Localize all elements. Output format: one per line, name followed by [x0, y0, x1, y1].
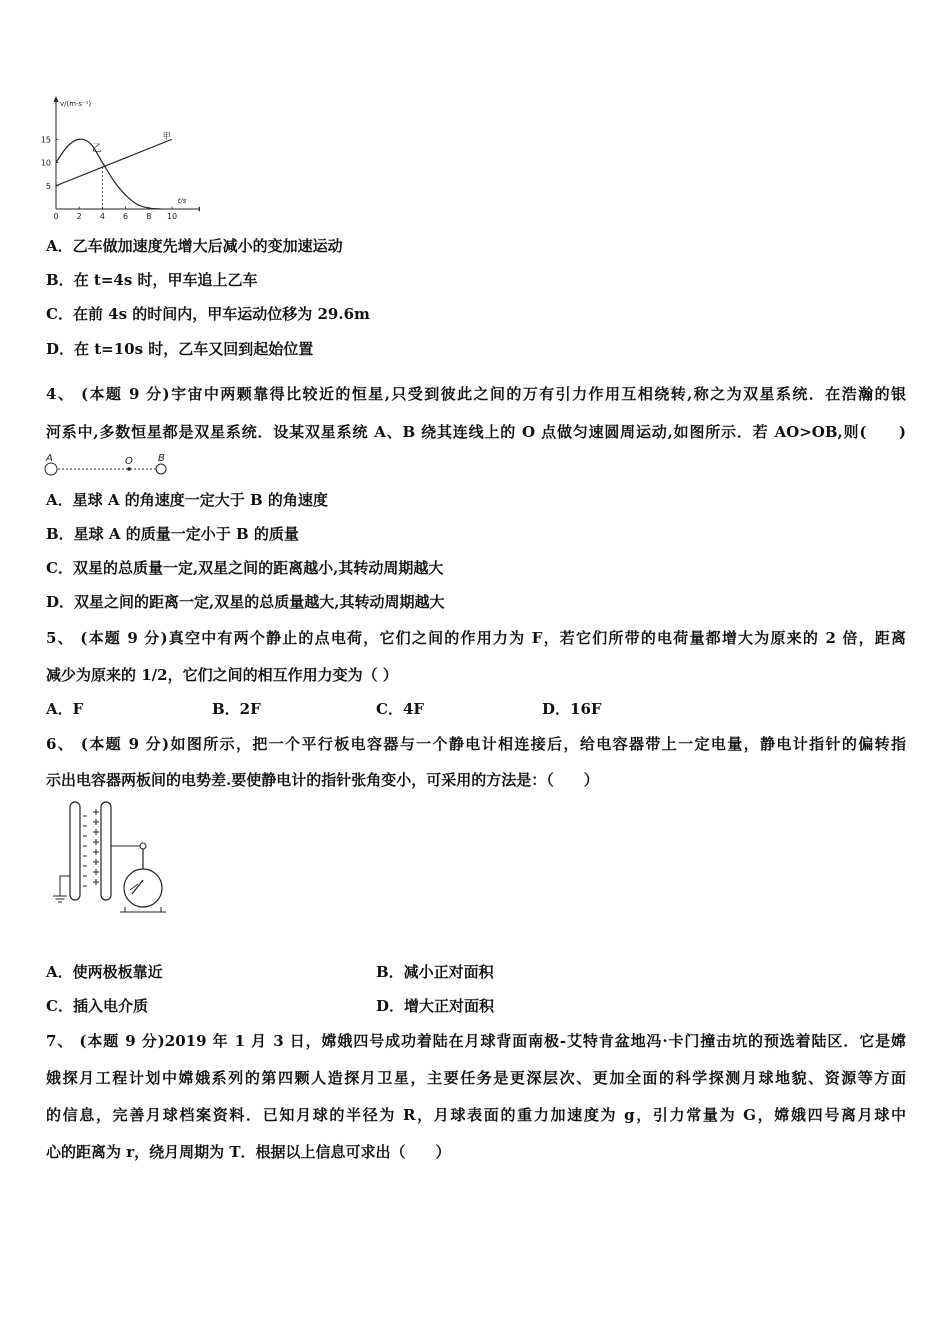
- velocity-time-chart: [40, 92, 200, 222]
- q7-stem-line-4: 心的距离为 r，绕月周期为 T．根据以上信息可求出（ ）: [46, 1143, 451, 1161]
- x-axis-arrow: [199, 207, 200, 212]
- x-tick-label: 2: [76, 212, 82, 221]
- q4-stem-line-1: 4、 (本题 9 分)宇宙中两颗靠得比较近的恒星,只受到彼此之间的万有引力作用互相绕转,称之为双星系统．在浩瀚的银: [46, 385, 906, 403]
- q6-option-c: C．插入电介质: [46, 997, 148, 1015]
- y-tick-label: 15: [40, 135, 51, 145]
- q7-stem-line-2: 娥探月工程计划中嫦娥系列的第四颗人造探月卫星，主要任务是更深层次、更加全面的科学探测月球地貌、资源等方面: [46, 1069, 906, 1087]
- series-label-yi: 乙: [91, 143, 102, 155]
- q6-stem-line-1: 6、 (本题 9 分)如图所示，把一个平行板电容器与一个静电计相连接后，给电容器带上一定电量，静电计指针的偏转指: [46, 735, 906, 753]
- left-plate: [70, 802, 80, 900]
- q3-option-a: A．乙车做加速度先增大后减小的变加速运动: [46, 237, 343, 255]
- center-o: [127, 467, 131, 471]
- positive-charges: [93, 809, 99, 885]
- x-tick-label: 4: [99, 212, 105, 221]
- q6-option-b: B．减小正对面积: [376, 963, 494, 981]
- q5-stem-line-1: 5、 (本题 9 分)真空中有两个静止的点电荷，它们之间的作用力为 F，若它们所带的电荷量都增大为原来的 2 倍，距离: [46, 629, 906, 647]
- q5-option-d: D．16F: [542, 700, 602, 718]
- label-o: O: [125, 456, 133, 467]
- star-a: [45, 463, 57, 475]
- y-tick-label: 5: [45, 181, 51, 191]
- q4-option-a: A．星球 A 的角速度一定大于 B 的角速度: [46, 491, 328, 509]
- series-label-jia: 甲: [162, 131, 171, 141]
- q5-option-b: B．2F: [212, 700, 261, 718]
- label-b: B: [158, 453, 165, 464]
- right-plate: [101, 802, 111, 900]
- binary-star-diagram: [42, 452, 177, 478]
- x-tick-label: 0: [53, 212, 59, 221]
- label-a: A: [46, 453, 53, 464]
- y-axis-label: v/(m·s⁻¹): [60, 100, 92, 108]
- y-axis-arrow: [54, 96, 59, 102]
- q4-option-c: C．双星的总质量一定,双星之间的距离越小,其转动周期越大: [46, 559, 444, 577]
- q4-option-b: B．星球 A 的质量一定小于 B 的质量: [46, 525, 299, 543]
- q5-option-c: C．4F: [376, 700, 425, 718]
- q6-option-a: A．使两极板靠近: [46, 963, 163, 981]
- q6-stem-line-2: 示出电容器两板间的电势差.要使静电计的指针张角变小，可采用的方法是：（ ）: [46, 771, 599, 789]
- q6-option-d: D．增大正对面积: [376, 997, 495, 1015]
- q7-stem-line-3: 的信息，完善月球档案资料．已知月球的半径为 R，月球表面的重力加速度为 g，引力常量为 G，嫦娥四号离月球中: [46, 1106, 906, 1124]
- q5-stem-line-2: 减少为原来的 1/2，它们之间的相互作用力变为（ ）: [46, 666, 398, 684]
- x-tick-label: 6: [123, 212, 129, 221]
- x-tick-label: 10: [166, 212, 178, 221]
- negative-charges: [83, 816, 87, 886]
- x-tick-label: 8: [146, 212, 152, 221]
- series-jia-line: [56, 139, 172, 186]
- y-tick-label: 10: [40, 158, 51, 168]
- ground-symbol: [53, 896, 67, 902]
- q7-stem-line-1: 7、 (本题 9 分)2019 年 1 月 3 日，嫦娥四号成功着陆在月球背面南极-艾特肯盆地冯·卡门撞击坑的预选着陆区．它是嫦: [46, 1032, 906, 1050]
- vt-chart-svg: [40, 92, 200, 222]
- q4-stem-line-2: 河系中,多数恒星都是双星系统．设某双星系统 A、B 绕其连线上的 O 点做匀速圆周运动,如图所示．若 AO>OB,则( ): [46, 423, 906, 441]
- q4-option-d: D．双星之间的距离一定,双星的总质量越大,其转动周期越大: [46, 593, 445, 611]
- q3-option-b: B．在 t=4s 时，甲车追上乙车: [46, 271, 258, 289]
- q3-option-d: D．在 t=10s 时，乙车又回到起始位置: [46, 340, 314, 358]
- star-b: [156, 464, 166, 474]
- q5-option-a: A．F: [46, 700, 84, 718]
- electrometer-knob: [140, 843, 146, 849]
- x-axis-label: t/s: [177, 197, 187, 205]
- q3-option-c: C．在前 4s 的时间内，甲车运动位移为 29.6m: [46, 305, 370, 323]
- capacitor-electrometer-diagram: [46, 800, 196, 920]
- electrometer-case: [124, 869, 162, 907]
